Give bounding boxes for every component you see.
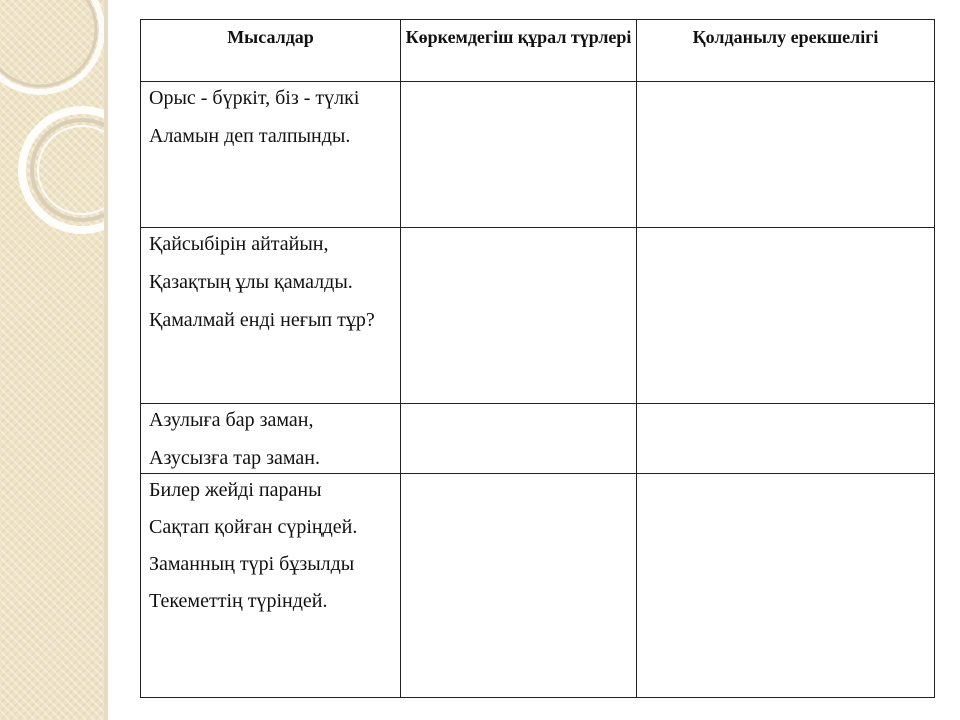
example-line: Азусызға тар заман. [149, 447, 320, 469]
device-type-cell [401, 474, 637, 698]
example-cell [141, 404, 401, 474]
example-line: Сақтап қойған сүріңдей. [149, 516, 358, 538]
examples-table [140, 19, 935, 698]
example-line: Қамалмай енді неғып тұр? [149, 309, 375, 331]
example-line: Қазақтың ұлы қамалды. [149, 271, 353, 293]
header-usage-features: Қолданылу ерекшелігі [637, 20, 935, 82]
example-line: Текеметтің түріндей. [149, 590, 328, 612]
table-row [141, 474, 935, 698]
usage-feature-cell [637, 228, 935, 404]
usage-feature-cell [637, 404, 935, 474]
device-type-cell [401, 228, 637, 404]
table-row [141, 228, 935, 404]
table-row [141, 404, 935, 474]
table-header-row [141, 20, 935, 82]
example-cell [141, 82, 401, 228]
usage-feature-cell [637, 474, 935, 698]
decorative-rings [0, 0, 104, 720]
example-line: Аламын деп талпынды. [149, 125, 351, 147]
example-line: Билер жейді параны [149, 479, 322, 501]
example-cell [141, 228, 401, 404]
decorative-side-panel [0, 0, 104, 720]
header-examples: Мысалдар [141, 20, 401, 82]
header-device-types: Көркемдегіш құрал түрлері [401, 20, 637, 82]
example-line: Орыс - бүркіт, біз - түлкі [149, 87, 360, 109]
usage-feature-cell [637, 82, 935, 228]
example-line: Азулыға бар заман, [149, 409, 314, 431]
example-line: Қайсыбірін айтайын, [149, 233, 329, 255]
device-type-cell [401, 82, 637, 228]
side-panel-edge [104, 0, 108, 720]
table-row [141, 82, 935, 228]
device-type-cell [401, 404, 637, 474]
example-line: Заманның түрі бұзылды [149, 553, 355, 575]
example-cell [141, 474, 401, 698]
